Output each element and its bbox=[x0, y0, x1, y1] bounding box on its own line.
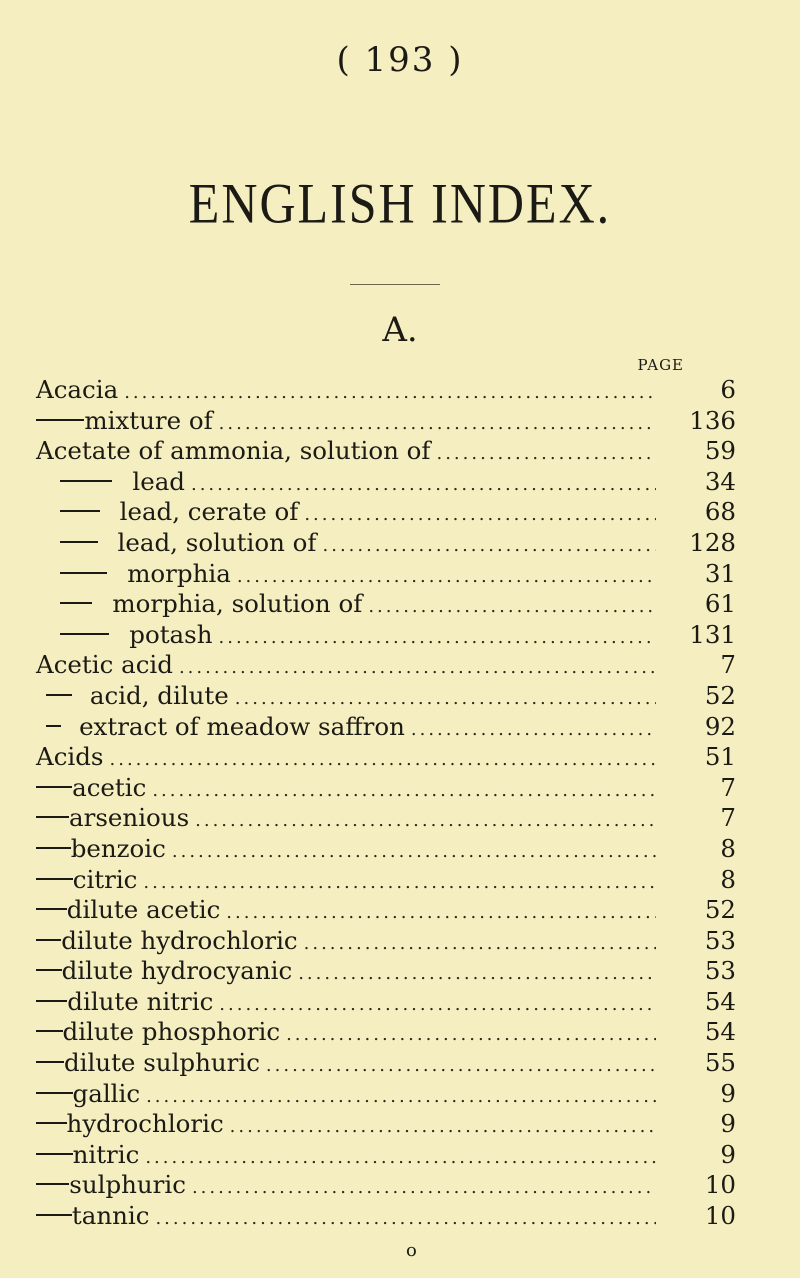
title-divider bbox=[350, 284, 440, 285]
entry-label: dilute acetic bbox=[66, 895, 221, 925]
ditto-dash bbox=[36, 1000, 67, 1002]
entry-label: benzoic bbox=[70, 833, 166, 863]
index-entry bbox=[36, 1078, 736, 1110]
entry-page-number: 52 bbox=[704, 895, 736, 925]
index-entry bbox=[36, 956, 736, 987]
entry-label: sulphuric bbox=[69, 1170, 186, 1200]
ditto-dash bbox=[36, 939, 61, 941]
dot-leader bbox=[266, 1051, 656, 1082]
entry-label: acid, dilute bbox=[89, 680, 229, 710]
index-entry bbox=[36, 619, 736, 651]
index-entry bbox=[36, 742, 736, 773]
entry-page-number: 10 bbox=[704, 1201, 736, 1231]
entry-label: gallic bbox=[72, 1078, 141, 1108]
entry-label: lead, solution of bbox=[117, 527, 317, 557]
entry-label: hydrochloric bbox=[66, 1109, 224, 1139]
entry-page-number: 7 bbox=[720, 650, 736, 680]
entry-label: lead bbox=[132, 466, 185, 496]
entry-label: mixture of bbox=[84, 405, 213, 435]
entry-page-number: 55 bbox=[704, 1048, 736, 1078]
entry-label: lead, cerate of bbox=[119, 497, 299, 527]
entry-label: extract of meadow saffron bbox=[79, 711, 405, 741]
index-entry bbox=[36, 589, 736, 620]
entry-label: morphia bbox=[127, 558, 231, 588]
dot-leader bbox=[219, 409, 656, 440]
ditto-dash bbox=[36, 1214, 72, 1216]
index-entry bbox=[36, 986, 736, 1018]
index-entry bbox=[36, 864, 736, 896]
index-entry bbox=[36, 1139, 736, 1171]
ditto-dash bbox=[60, 541, 98, 543]
index-entry-list bbox=[36, 375, 736, 1232]
entry-page-number: 10 bbox=[704, 1170, 736, 1200]
dot-leader bbox=[235, 684, 656, 715]
dot-leader bbox=[146, 1082, 656, 1113]
ditto-dash bbox=[36, 1092, 73, 1094]
entry-page-number: 7 bbox=[720, 772, 736, 802]
index-entry bbox=[36, 1170, 736, 1201]
entry-label: nitric bbox=[72, 1139, 140, 1169]
entry-label: Acetic acid bbox=[36, 650, 173, 680]
ditto-dash bbox=[60, 510, 100, 512]
entry-label: dilute phosphoric bbox=[62, 1017, 281, 1047]
ditto-dash bbox=[60, 633, 109, 635]
entry-label: arsenious bbox=[69, 803, 190, 833]
entry-label: dilute sulphuric bbox=[63, 1048, 260, 1078]
entry-page-number: 128 bbox=[689, 527, 736, 557]
dot-leader bbox=[219, 623, 656, 654]
dot-leader bbox=[179, 653, 656, 684]
dot-leader bbox=[230, 1112, 656, 1143]
ditto-dash bbox=[60, 480, 112, 482]
dot-leader bbox=[436, 439, 656, 470]
entry-page-number: 59 bbox=[704, 436, 736, 466]
entry-label: morphia, solution of bbox=[112, 589, 363, 619]
dot-leader bbox=[411, 715, 656, 746]
ditto-dash bbox=[36, 786, 72, 788]
index-entry bbox=[36, 895, 736, 926]
dot-leader bbox=[145, 1143, 656, 1174]
ditto-dash bbox=[36, 1153, 73, 1155]
index-entry bbox=[36, 527, 736, 559]
entry-label: Acids bbox=[36, 742, 104, 772]
dot-leader bbox=[304, 500, 656, 531]
dot-leader bbox=[237, 562, 656, 593]
entry-page-number: 52 bbox=[704, 680, 736, 710]
entry-label: citric bbox=[72, 864, 138, 894]
dot-leader bbox=[304, 929, 656, 960]
page-column-heading: PAGE bbox=[637, 356, 684, 374]
index-entry bbox=[36, 680, 736, 712]
index-entry bbox=[36, 1048, 736, 1079]
ditto-dash bbox=[36, 816, 69, 818]
ditto-dash bbox=[36, 1061, 64, 1063]
index-entry bbox=[36, 497, 736, 528]
index-entry bbox=[36, 833, 736, 865]
page-title: ENGLISH INDEX. bbox=[188, 170, 612, 235]
entry-page-number: 9 bbox=[720, 1139, 736, 1169]
dot-leader bbox=[219, 990, 656, 1021]
entry-label: potash bbox=[129, 619, 213, 649]
entry-page-number: 53 bbox=[704, 956, 736, 986]
entry-page-number: 61 bbox=[704, 589, 736, 619]
dot-leader bbox=[298, 959, 656, 990]
index-entry bbox=[36, 803, 736, 834]
dot-leader bbox=[192, 1173, 656, 1204]
dot-leader bbox=[226, 898, 656, 929]
index-entry bbox=[36, 650, 736, 681]
dot-leader bbox=[286, 1020, 656, 1051]
dot-leader bbox=[155, 1204, 656, 1235]
entry-label: Acetate of ammonia, solution of bbox=[36, 436, 431, 466]
index-entry bbox=[36, 772, 736, 804]
entry-label: Acacia bbox=[36, 375, 119, 404]
dot-leader bbox=[152, 776, 656, 807]
section-letter: A. bbox=[382, 310, 418, 350]
index-entry bbox=[36, 711, 736, 743]
ditto-dash bbox=[36, 1122, 67, 1124]
entry-page-number: 31 bbox=[704, 558, 736, 588]
index-entry bbox=[36, 925, 736, 957]
entry-page-number: 7 bbox=[720, 803, 736, 833]
ditto-dash bbox=[36, 1030, 63, 1032]
entry-page-number: 92 bbox=[704, 711, 736, 741]
entry-page-number: 6 bbox=[720, 375, 736, 404]
entry-label: dilute hydrocyanic bbox=[61, 956, 293, 986]
dot-leader bbox=[110, 745, 656, 776]
index-entry bbox=[36, 1201, 736, 1232]
index-entry bbox=[36, 375, 736, 406]
entry-label: acetic bbox=[72, 772, 147, 802]
dot-leader bbox=[368, 592, 656, 623]
entry-label: dilute hydrochloric bbox=[61, 925, 298, 955]
dot-leader bbox=[323, 531, 656, 562]
page-number: ( 193 ) bbox=[336, 40, 464, 80]
entry-page-number: 53 bbox=[704, 925, 736, 955]
ditto-dash bbox=[60, 572, 107, 574]
dot-leader bbox=[143, 868, 656, 899]
ditto-dash bbox=[36, 878, 73, 880]
index-entry bbox=[36, 1017, 736, 1048]
dot-leader bbox=[191, 470, 656, 501]
entry-page-number: 8 bbox=[720, 833, 736, 863]
entry-page-number: 9 bbox=[720, 1109, 736, 1139]
dot-leader bbox=[172, 837, 656, 868]
ditto-dash bbox=[60, 602, 92, 604]
index-entry bbox=[36, 405, 736, 437]
ditto-dash bbox=[46, 725, 61, 727]
entry-page-number: 54 bbox=[704, 986, 736, 1016]
ditto-dash bbox=[46, 694, 72, 696]
entry-page-number: 8 bbox=[720, 864, 736, 894]
ditto-dash bbox=[36, 419, 84, 421]
entry-page-number: 131 bbox=[689, 619, 736, 649]
ditto-dash bbox=[36, 969, 62, 971]
entry-page-number: 68 bbox=[704, 497, 736, 527]
index-entry bbox=[36, 558, 736, 590]
index-entry bbox=[36, 1109, 736, 1140]
entry-page-number: 51 bbox=[704, 742, 736, 772]
entry-page-number: 54 bbox=[704, 1017, 736, 1047]
entry-page-number: 136 bbox=[689, 405, 736, 435]
index-entry bbox=[36, 436, 736, 467]
ditto-dash bbox=[36, 908, 67, 910]
entry-page-number: 9 bbox=[720, 1078, 736, 1108]
ditto-dash bbox=[36, 1183, 69, 1185]
signature-mark: o bbox=[406, 1240, 417, 1261]
dot-leader bbox=[124, 378, 656, 409]
index-entry bbox=[36, 466, 736, 498]
entry-label: dilute nitric bbox=[67, 986, 214, 1016]
ditto-dash bbox=[36, 847, 71, 849]
dot-leader bbox=[195, 806, 656, 837]
entry-label: tannic bbox=[71, 1201, 150, 1231]
entry-page-number: 34 bbox=[704, 466, 736, 496]
